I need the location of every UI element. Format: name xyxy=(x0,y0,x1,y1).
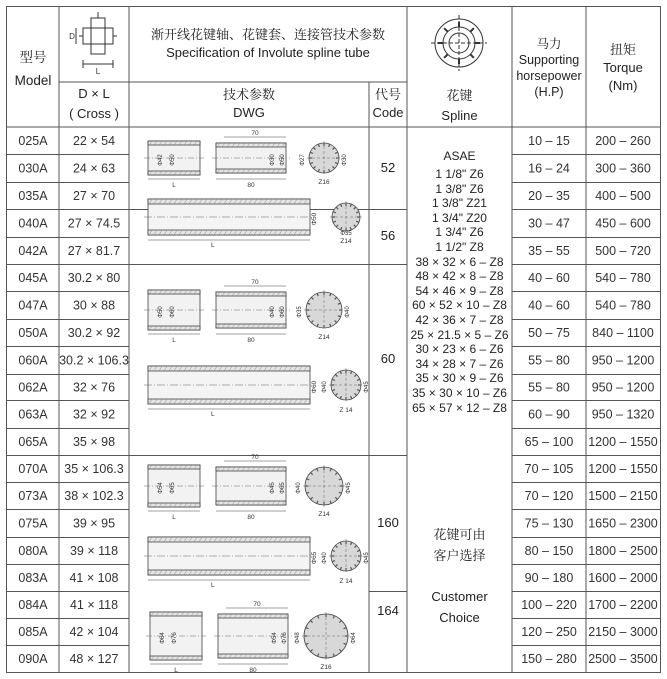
sleeve-drawing xyxy=(144,130,348,189)
spline-item: ASAE xyxy=(443,149,476,163)
size-cell: 35 × 106.3 xyxy=(64,462,124,476)
spline-gear-icon xyxy=(329,368,363,402)
size-cell: 41 × 108 xyxy=(69,571,119,585)
dim-label: Φ40 xyxy=(296,482,302,494)
dim-label: Φ54 xyxy=(158,482,164,494)
custom-zh-line1: 花键可由 xyxy=(433,527,486,543)
spline-tooth xyxy=(444,54,448,58)
dim-label: Φ45 xyxy=(364,381,370,393)
model-cell: 030A xyxy=(18,161,48,176)
tube-drawing xyxy=(144,366,370,418)
torque-cell: 950 – 1200 xyxy=(591,353,655,368)
torque-cell: 540 – 780 xyxy=(595,271,651,285)
spline-item: 1 3/8" Z21 xyxy=(432,196,487,211)
dim-label: Φ30 xyxy=(270,154,276,166)
hp-cell: 30 – 47 xyxy=(528,216,570,231)
header-title-en: Specification of Involute spline tube xyxy=(166,45,370,60)
tube-wall xyxy=(216,143,286,147)
model-cell: 047A xyxy=(18,298,48,313)
size-cell: 27 × 81.7 xyxy=(67,244,121,258)
header-title-zh: 渐开线花键轴、花键套、连接管技术参数 xyxy=(150,26,385,42)
model-cell: 073A xyxy=(18,489,48,503)
hp-cell: 70 – 105 xyxy=(524,462,574,476)
dim-label: Φ65 xyxy=(311,551,318,565)
dim-label: L xyxy=(172,514,176,521)
hp-cell: 80 – 150 xyxy=(524,544,574,558)
model-cell: 065A xyxy=(18,435,48,449)
dim-label: Φ45 xyxy=(364,552,370,564)
table-row xyxy=(18,435,657,449)
tube-drawing xyxy=(144,537,370,589)
header-spline-en: Spline xyxy=(441,107,478,123)
model-cell: 025A xyxy=(18,134,48,148)
torque-cell: 540 – 780 xyxy=(595,298,651,313)
torque-cell: 950 – 1200 xyxy=(591,380,655,395)
code-cell xyxy=(369,591,407,631)
model-cell: 083A xyxy=(18,571,48,585)
dim-label: Φ48 xyxy=(295,632,301,644)
spline-gear-icon xyxy=(303,465,345,507)
dim-label: Φ42 xyxy=(158,154,164,166)
hp-cell: 70 – 120 xyxy=(524,489,574,503)
hp-cell: 150 – 280 xyxy=(521,652,577,666)
spline-item: 1 1/2" Z8 xyxy=(435,239,484,254)
header-torque-en1: Torque xyxy=(603,59,643,75)
model-cell: 062A xyxy=(18,380,48,395)
size-cell: 32 × 92 xyxy=(72,407,116,422)
custom-en-line2: Choice xyxy=(439,610,480,625)
model-cell: 090A xyxy=(18,652,48,666)
dim-label: Z14 xyxy=(318,334,330,341)
spline-gear-icon xyxy=(307,141,341,175)
spline-gear-icon xyxy=(302,612,350,660)
model-cell: 070A xyxy=(18,462,48,476)
dim-label: Φ35 xyxy=(340,231,352,237)
code-cell xyxy=(369,264,407,455)
torque-cell: 1600 – 2000 xyxy=(588,571,658,585)
hp-cell: 50 – 75 xyxy=(528,326,570,340)
hp-cell: 35 – 55 xyxy=(528,244,570,258)
torque-cell: 1700 – 2200 xyxy=(588,598,658,612)
hp-cell: 75 – 130 xyxy=(524,516,574,531)
table-row xyxy=(18,271,650,285)
size-cell: 30.2 × 92 xyxy=(67,326,121,340)
dim-label: Φ76 xyxy=(282,632,288,644)
hp-cell: 100 – 220 xyxy=(521,598,577,612)
torque-cell: 1200 – 1550 xyxy=(588,462,658,476)
size-cell: 30.2 × 106.3 xyxy=(59,353,129,368)
torque-cell: 450 – 600 xyxy=(595,216,651,231)
model-cell: 085A xyxy=(18,625,48,639)
torque-cell: 950 – 1320 xyxy=(591,407,655,422)
dim-label: Z16 xyxy=(318,179,330,186)
hp-cell: 10 – 15 xyxy=(528,134,570,148)
header-spline xyxy=(407,86,512,126)
model-cell: 060A xyxy=(18,353,48,368)
header-hp-en2: horsepower xyxy=(516,69,582,83)
size-cell: 22 × 54 xyxy=(72,134,116,148)
dim-label: 70 xyxy=(251,279,259,286)
hp-cell: 20 – 35 xyxy=(528,189,570,203)
table-row xyxy=(18,189,650,203)
model-cell: 045A xyxy=(18,271,48,285)
torque-cell: 840 – 1100 xyxy=(592,326,654,340)
spline-item: 35 × 30 × 10 – Z6 xyxy=(412,385,507,400)
cross-l-label: L xyxy=(95,67,101,76)
dim-label: 80 xyxy=(247,337,255,344)
tube-wall xyxy=(216,324,286,328)
custom-en-line1: Customer xyxy=(431,589,488,605)
torque-cell: 2150 – 3000 xyxy=(588,625,658,639)
dim-label: Z14 xyxy=(318,511,330,518)
header-cross-label: ( Cross ) xyxy=(69,106,119,121)
dim-label: L xyxy=(174,667,178,674)
table-row xyxy=(18,571,657,585)
hp-cell: 60 – 90 xyxy=(528,407,570,422)
dim-label: Φ40 xyxy=(345,306,351,318)
size-cell: 48 × 127 xyxy=(69,652,119,666)
spline-item: 42 × 36 × 7 – Z8 xyxy=(415,312,504,327)
dim-label: 70 xyxy=(253,601,261,608)
dim-label: Z 14 xyxy=(339,407,353,414)
model-cell: 075A xyxy=(18,516,48,531)
torque-cell: 1200 – 1550 xyxy=(588,435,658,449)
header-torque-zh: 扭矩 xyxy=(609,41,636,57)
spline-tooth xyxy=(470,28,474,32)
dim-label: Z16 xyxy=(320,664,332,671)
torque-cell: 500 – 720 xyxy=(595,244,651,258)
dim-label: Φ64 xyxy=(351,632,357,644)
dim-label: Φ50 xyxy=(280,154,286,166)
header-hp-en3: (H.P) xyxy=(534,85,564,100)
dim-label: Φ54 xyxy=(272,632,278,644)
dim-label: Φ27 xyxy=(300,154,306,166)
tube-wall xyxy=(216,501,286,505)
hp-cell: 40 – 60 xyxy=(528,298,570,313)
code-value: 60 xyxy=(380,351,396,367)
header-model-en: Model xyxy=(14,73,52,88)
size-cell: 30.2 × 80 xyxy=(67,271,121,285)
torque-cell: 300 – 360 xyxy=(595,161,651,176)
spline-list xyxy=(407,145,512,415)
hp-cell: 55 – 80 xyxy=(528,353,570,368)
header-dxl xyxy=(59,84,129,124)
code-cell xyxy=(369,455,407,591)
sleeve-drawing xyxy=(146,601,357,674)
spline-item: 35 × 30 × 9 – Z6 xyxy=(415,371,504,386)
spline-tooth xyxy=(470,54,474,58)
tube-wall xyxy=(218,654,288,658)
header-torque xyxy=(586,40,660,96)
tube-wall xyxy=(216,292,286,296)
tube-wall xyxy=(216,467,286,471)
header-title xyxy=(129,24,407,64)
dim-label: Φ50 xyxy=(311,212,318,226)
size-cell: 38 × 102.3 xyxy=(64,489,124,503)
dim-label: Φ40 xyxy=(270,306,276,318)
header-torque-en2: (Nm) xyxy=(608,78,638,94)
spline-item: 1 1/8" Z6 xyxy=(435,167,484,181)
code-value: 56 xyxy=(380,228,396,244)
spline-gear-icon xyxy=(329,539,363,573)
dim-label: Φ65 xyxy=(170,482,176,494)
sleeve-drawing xyxy=(144,454,352,521)
dim-label: Φ45 xyxy=(270,482,276,494)
dim-label: Φ60 xyxy=(170,306,176,318)
custom-choice-en xyxy=(407,586,512,630)
dim-label: Φ64 xyxy=(160,632,166,644)
spline-gear-icon xyxy=(330,201,362,233)
spline-item: 54 × 46 × 9 – Z8 xyxy=(415,283,504,298)
torque-cell: 1800 – 2500 xyxy=(588,544,658,558)
hp-cell: 40 – 60 xyxy=(528,271,570,285)
dim-label: 80 xyxy=(249,667,257,674)
spline-item: 1 3/4" Z6 xyxy=(435,225,484,240)
dim-label: L xyxy=(210,242,215,249)
header-code xyxy=(369,84,407,124)
dim-label: 80 xyxy=(247,514,255,521)
table-row xyxy=(18,326,653,340)
size-cell: 27 × 74.5 xyxy=(67,216,121,231)
spline-tooth xyxy=(444,28,448,32)
hp-cell: 120 – 250 xyxy=(521,625,577,639)
drawings xyxy=(144,130,370,674)
spline-item: 25 × 21.5 × 5 – Z6 xyxy=(410,327,509,342)
dim-label: L xyxy=(172,337,176,344)
dim-label: Φ65 xyxy=(280,482,286,494)
model-cell: 063A xyxy=(18,407,48,422)
table-row xyxy=(18,598,657,612)
header-hp-zh: 马力 xyxy=(536,36,562,51)
torque-cell: 1500 – 2150 xyxy=(588,489,658,503)
dim-label: L xyxy=(210,582,215,589)
dim-label: Φ60 xyxy=(280,306,286,318)
dim-label: 70 xyxy=(251,454,259,461)
dim-label: Φ60 xyxy=(311,380,318,394)
size-cell: 27 × 70 xyxy=(72,189,116,203)
size-cell: 41 × 118 xyxy=(69,598,119,612)
spline-item: 30 × 23 × 6 – Z6 xyxy=(415,342,504,357)
model-cell: 080A xyxy=(18,544,48,558)
dim-label: Φ40 xyxy=(322,552,328,564)
torque-cell: 2500 – 3500 xyxy=(588,652,658,666)
dim-label: Z 14 xyxy=(339,578,353,585)
header-spline-zh: 花键 xyxy=(446,88,473,104)
tube-wall xyxy=(218,614,288,618)
header-dwg-zh: 技术参数 xyxy=(222,86,275,102)
model-cell: 084A xyxy=(18,598,48,612)
spline-item: 1 3/8" Z6 xyxy=(435,181,484,196)
code-value: 164 xyxy=(377,602,399,618)
spline-item: 65 × 57 × 12 – Z8 xyxy=(412,400,507,415)
model-cell: 042A xyxy=(18,244,48,258)
dim-label: Φ40 xyxy=(322,381,328,393)
header-model-zh: 型号 xyxy=(19,50,47,66)
spline-item: 60 × 52 × 10 – Z8 xyxy=(412,298,507,313)
torque-cell: 200 – 260 xyxy=(595,134,651,148)
dim-label: Z14 xyxy=(340,238,352,245)
torque-cell: 1650 – 2300 xyxy=(588,516,658,531)
size-cell: 35 × 98 xyxy=(72,435,116,449)
dim-label: Φ35 xyxy=(297,306,303,318)
torque-cell: 400 – 500 xyxy=(595,189,651,203)
size-cell: 24 × 63 xyxy=(72,161,116,176)
spline-item: 38 × 32 × 6 – Z8 xyxy=(415,254,504,269)
size-cell: 39 × 118 xyxy=(69,544,119,558)
table-row xyxy=(18,408,654,422)
tube-drawing xyxy=(144,199,362,249)
spline-item: 1 3/4" Z20 xyxy=(432,210,487,225)
dim-label: Φ76 xyxy=(172,632,178,644)
header-code-zh: 代号 xyxy=(374,86,401,102)
size-cell: 39 × 95 xyxy=(72,516,116,531)
header-dwg xyxy=(129,84,369,124)
hp-cell: 55 – 80 xyxy=(528,380,570,395)
dim-label: L xyxy=(172,182,176,189)
hp-cell: 90 – 180 xyxy=(524,571,574,585)
dim-label: Φ30 xyxy=(342,154,348,166)
header-hp-en1: Supporting xyxy=(518,52,580,67)
header-code-en: Code xyxy=(372,105,404,120)
size-cell: 32 × 76 xyxy=(72,380,116,395)
header-hp xyxy=(512,28,586,108)
model-cell: 040A xyxy=(18,216,48,231)
dim-label: Φ50 xyxy=(158,306,164,318)
code-value: 52 xyxy=(380,159,396,175)
code-value: 160 xyxy=(377,514,399,530)
spline-item: 34 × 28 × 7 – Z6 xyxy=(415,356,504,371)
hp-cell: 65 – 100 xyxy=(524,435,574,449)
dim-label: Φ50 xyxy=(170,154,176,166)
sleeve-drawing xyxy=(144,279,351,344)
dim-label: 80 xyxy=(247,182,255,189)
cross-d-label: D xyxy=(69,32,75,41)
custom-choice-zh xyxy=(407,522,512,570)
size-cell: 30 × 88 xyxy=(72,298,116,313)
dim-label: Φ45 xyxy=(346,482,352,494)
spline-gear-icon xyxy=(304,290,344,330)
hp-cell: 16 – 24 xyxy=(528,161,570,176)
model-cell: 050A xyxy=(18,326,48,340)
custom-zh-line2: 客户选择 xyxy=(433,548,486,563)
dim-label: L xyxy=(210,411,215,418)
model-cell: 035A xyxy=(18,189,48,203)
table-row xyxy=(18,134,650,148)
code-cell xyxy=(369,127,407,209)
size-cell: 42 × 104 xyxy=(69,625,119,639)
header-dwg-en: DWG xyxy=(233,105,265,120)
header-dxl-label: D × L xyxy=(78,85,110,101)
tube-wall xyxy=(216,169,286,173)
header-model xyxy=(7,50,59,90)
code-cell xyxy=(369,209,407,264)
table-row xyxy=(18,354,654,368)
dim-label: 70 xyxy=(251,130,259,137)
cross-joint-icon xyxy=(76,12,117,68)
spline-item: 48 × 42 × 8 – Z8 xyxy=(415,269,504,284)
table-row xyxy=(18,244,650,258)
